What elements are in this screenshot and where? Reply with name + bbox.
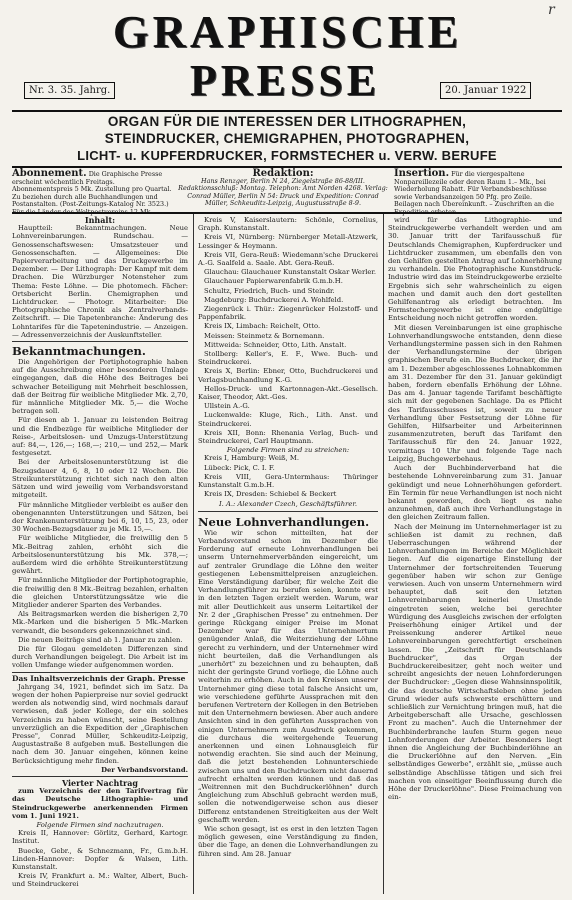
abonnement-box [12,170,172,217]
issue-date: 20. Januar 1922 [440,82,531,99]
strike-note: Folgende Firmen sind zu streichen: [226,446,350,455]
col4-p4: Nach der Meinung im Unternehmerlager ist zu schließen ist damit zu rechnen, daß Ueberraschungen während der Lohnverhandlungen im Bereiche der Möglichkeit liegen. Auf die eigenartige Einstellung der Unternehmer der fortschreitenden Teuerung gegenüber haben wir schon zur Genüge verwiesen. Auch von unserm Unternehmern wird behauptet, daß seit den letzten Lohnvereinbarungen keinerlei Umstände eingetreten seien, welche bei gerechter Würdigung des Ausgleichs zwischen der erfolgten Preiserhöhung einiger Artikel und der Preissenkung anderer Artikel neue Lohnvereinbarungen gerechtfertigt erscheinen lassen. Die „Zeitschrift für Deutschlands Buchdrucker", das Organ der Buchdruckereibesitzer, geht noch weiter und schreibt angesichts der neuen Lohnforderungen der Buchdrucker: „Gegen diese Wahnsinnspolitik, die das deutsche Wirtschaftsleben ohne jeden Grund wieder aufs schwerste erschüttern und schließlich zur Vernichtung bringen muß, hat die Arbeitgeberschaft alle Ursache, geschlossen Front zu machen". Auch die Unternehmer der Buchbinderbranche laufen Sturm gegen neue Lohnforderungen der Arbeiter. Besonders liegt ihnen die Angleichung der Buchbinderlöhne an die Druckerlöhne auf den Nerven. „Ein selbständiges Gewerbe", erzählt sie, „müsse auch selbständige Abschlüsse tätigen und sich frei machen von einseitiger Beeinflussung durch die Höhe der Druckerlöhne". Diese Freimachung von ein- [388,522,562,802]
firm-entry: Kreis X, Berlin: Ebner, Otto, Buchdruckerei und Verlagsbuchhandlung K.-G. [198,367,378,384]
handwritten-mark: r [548,2,555,18]
strike-entry: Kreis IX, Dresden: Schiebel & Beckert [204,490,337,499]
col4-p3: Auch der Buchbinderverband hat die bestehende Lohnvereinbarung zum 31. Januar gekündigt und neue Lohnerhöhungen gefordert. Ein Termin für neue Verhandlungen ist noch nicht bekannt geworden, doch liegt es nahe anzunehmen, daß auch ihre Verhandlungstage in den gleichen Zeitraum fallen. [388,464,562,522]
nachtrag-entry: Buecke, Gebr., & Schnezmann, Fr., G.m.b.H. Linden-Hannover: Dopfer & Walsen, Lith. Kunstanstalt. [12,846,188,872]
lohn-p2: Wie schon gesagt, ist es erst in den letzten Tagen möglich gewesen, eine Verständigung zu finden, über die Tage, an denen die Lohnverhandlungen zu führen sind. Am 28. Januar [198,825,378,858]
firm-entry: Kreis IX, Limbach: Reichelt, Otto. [204,322,321,331]
firm-entry: Luckenwalde: Kluge, Rich., Lith. Anst. und Steindruckerei. [198,411,378,428]
toc-heading: Inhalt: [84,216,116,225]
abonnement-text: Die Graphische Presse erscheint wöchentlich Freitags. Abonnementspreis 5 Mk. Zustellung pro Quartal. Zu beziehen durch alle Buchhandlungen und Postanstalten. (Post-Zeitungs-Katalog Nr. 3523.) [12,170,172,209]
header-rule [12,110,562,112]
firm-entry: Kreis XII, Bonn: Rhenania Verlag, Buch- und Steindruckerei, Carl Hauptmann. [198,428,378,446]
subtitle-line-1: ORGAN FÜR DIE INTERESSEN DER LITHOGRAPHEN, [107,114,467,129]
column-divider-1 [193,214,194,894]
firm-entry: Kreis VII, Gera-Reuß: Wiedemann'sche Druckerei A.-G. Saalfeld a. Saale. Abt. Gera-Reuß. [198,250,378,268]
strike-entry: Kreis I, Hamburg: Weiß, M. [204,454,299,463]
column-divider-2 [383,214,384,894]
column-2 [198,216,378,894]
strike-entry: Lübeck: Pick, C. I. F. [204,463,275,472]
bekannt-p8: Die neuen Beiträge sind ab 1. Januar zu zahlen. [18,635,183,644]
firm-entry: Ullstein A.-G. [204,402,250,411]
inhaltsverzeichnis-text: Jahrgang 34, 1921, befindet sich im Satz. Da wegen der hohen Papierpreise nur soviel gedruckt werden als notwendig sind, wird nochmals darauf verwiesen, daß jeder Kollege, der ein solches Verzeichnis zu haben wünscht, seine Bestellung unverzüglich an die Expedition der „Graphischen Presse", Conrad Müller, Schkeuditz-Leipzig, Augustastraße 8 aufgeben muß. Bestellungen die nach dem 30. Januar eingehen, können keine Berücksichtigung mehr finden. [12,682,188,765]
firm-entry: Magdeburg: Buchdruckerei A. Wohlfeld. [204,295,344,304]
bekannt-p3: Bei der Arbeitslosenunterstützung ist die Bezugsdauer 4, 6, 8, 10 oder 12 Wochen. Die Streikunterstützung richtet sich nach den alten Sätzen und wird jeweilig vom Verbandsvorstand mitgeteilt. [12,458,188,500]
bekanntmachungen-heading: Bekanntmachungen. [12,344,146,359]
bekannt-p4: Für männliche Mitglieder verbleibt es außer den obengenannten Unterstützungen und Sätzen, bei der Krankenunterstützung bei 6, 10, 15, 23, oder 30 Wochen-Bezugsdauer zu je Mk. 15,—. [12,500,188,534]
nachtrag-entry: Kreis II, Hannover: Görlitz, Gerhard, Kartogr. Institut. [12,829,188,846]
nachtrag-entry: Kreis IV, Frankfurt a. M.: Walter, Albert, Buch- und Steindruckerei [12,872,188,889]
redaktion-title: Redaktion: [252,168,314,179]
lohn-p1: Wie wir schon mitteilten, hat der Verbandsvorstand schon im Dezember die Forderung auf erneute Lohnverhandlungen bei unserm Unternehmerverbänden eingereicht, um auf zentraler Grundlage die Löhne den weiter gestiegenen Lebensmittelpreisen anzugleichen. Eine Verständigung darüber, für welche Zeit die Verhandlungsführer zu berufen seien, konnte erst in den letzten Tagen erzielt werden. Warum, war mit aller Deutlichkeit aus unserm Leitartikel der Nr. 2 der „Graphischen Presse" zu entnehmen. Der geringe Rückgang einiger Preise im Monat Dezember war für das Unternehmertum genügender Anlaß, die Weiterziehung der Löhne gerecht zu verhindern, und der Unternehmer wird nicht beurteilen, daß die Verhandlungen als „unerhört" zu bezeichnen und zu behaupten, daß nicht der geringste Grund vorliege, die Löhne auch weiterhin zu erhöhen. Auch in den Kreisen unserer Unternehmer ging diese total falsche Ansicht um, wie verschiedene geführte Aussprachen mit den berufenen Vertretern der Kollegen in den Betrieben mit den Unternehmern bewiesen. Aber auch andere Ansichten sind in den geführten Aussprachen von einigen Unternehmern zum Ausdruck gekommen, die durchaus die weitergehende Teuerung anerkennen und einen Lohnausgleich für notwendig erachten. Sie sind auch der Meinung, daß die jetzt bestehenden Lohnunterschiede zwischen uns und den Buchdruckern nicht dauernd aufrecht erhalten werden können und daß das „Weitrennen mit den Buchdruckerlöhnen" durch Angleichung zum Abschluß gebracht werden muß, sollen die notwendigerweise schon aus dieser Differenz entstandenen Streitigkeiten aus der Welt geschafft werden. [198,528,378,824]
firm-entry: Ziegenrück i. Thür.: Ziegenrücker Holzstoff- und Pappenfabrik. [198,305,378,322]
col4-p2: Mit diesen Vereinbarungen ist eine graphische Lohnverhandlungswoche entstanden, denn diese Verhandlungstermine passen sich in den Rahmen der Verhandlungstermine der übrigen graphischen Berufe ein. Die Buchdrucker, die ihr am 1. Dezember abgeschlossenes Lohnabkommen am 31. Dezember für den 31. Januar gekündigt haben, fordern ebenfalls Erhöhung der Löhne. Das am 4. Januar tagende Tarifamt beschäftigte sich mit der gegebenen Sachlage. Da es Pflicht des Tarifausschusses ist, soweit zu neuer Verhandlung über Festsetzung der Löhne für Gehilfen, Hilfsarbeiter und Arbeiterinnen zusammenzutreten, beruft das Tarifamt den Tarifausschuß für den 24. Januar 1922, vormittags 10 Uhr und folgende Tage nach Leipzig, Buchgewerbehaus. [388,323,562,463]
czech-signature: I. A.: Alexander Czech, Geschäftsführer. [218,499,358,508]
column-1 [12,216,188,894]
firm-entry: Kreis VI, Nürnberg: Nürnberger Metall-Atzwerk, Lessinger & Heymann. [198,233,378,250]
bekannt-p6: Für männliche Mitglieder der Portiphotographie, die freiwillig den 8 Mk.-Beitrag bezahlen, erhalten die gleichen Unterstützungssätze wie die Mitglieder anderer Sparten des Verbandes. [12,576,188,609]
firm-entry: Kreis V, Kaiserslautern: Schönle, Cornelius, Graph. Kunstanstalt. [198,216,378,233]
firm-entry: Stollberg: Keller's, E. F., Wwe. Buch- und Steindruckerei. [198,350,378,367]
masthead-title: GRAPHISCHE [112,6,463,57]
bekannt-p5: Für weibliche Mitglieder, die freiwillig den 5 Mk.-Beitrag zahlen, erhöht sich die Arbeitslosenunterstützung bis Mk. 378,—; außerdem wird die erhöhte Streikunterstützung gewährt. [12,534,188,576]
inhaltsverzeichnis-heading: Das Inhaltsverzeichnis der Graph. Presse [12,673,186,683]
toc-text: Hauptteil: Bekanntmachungen. Neue Lohnvereinbarungen. Rundschau. — Genossenschaftswesen: Umsatzsteuer und Genossenschaften. — Allgemeines: Die Papierverarbeitung und das Druckgewerbe im Dezember. — Der Lithograph: Der Kampf mit dem Drachen. Die Würzburger Notensteher zum Thema: Feste Löhne. — Die photomech. Fächer: Ortsbericht Berlin. Chemigraphen und Lichtdrucker. — Photogr. Mitarbeiter: Die Photographische Chronik als Zentralverbands-Zeitschrift. — Die Tapetenbranche: Änderung des Lohntarifes für die Tapetenindustrie. — Anzeigen. — Adressenverzeichnis der Auskunftsteller. [12,224,188,339]
insertion-text: Für die viergespaltene Nonpareillezeile oder deren Raum 1.– Mk., bei Wiederholung Rabatt. Für Verbandsbeschlüsse sowie Verbandsanzeigen 50 Pfg. pro Zeile. Beilagen nach Übereinkunft. – Zuschriften an die [394,170,554,209]
subtitle-line-2: STEINDRUCKER, CHEMIGRAPHEN, PHOTOGRAPHEN, [104,131,470,146]
insertion-title: Insertion. [394,168,450,179]
subtitle-line-3: LICHT- u. KUPFERDRUCKER, FORMSTECHER u. VERW. BERUFE [77,148,497,163]
bekannt-p1: Die Angehörigen der Portiphotographie haben auf die Ausschreibung einer besonderen Umlage eingegangen, daß die Höhe des Beitrages bei schwacher Beteiligung mit Mehrheit beschlossen, daß der Beitrag für weibliche Mitglieder Mk. 2,70, für männliche Mitglieder Mk. 5,— die Woche betragen soll. [12,358,188,416]
masthead-subtitle-word: PRESSE [189,56,381,105]
abonnement-title: Abonnement. [12,168,87,179]
info-rule [12,212,562,214]
firm-entry: Meissen: Steinmetz & Bornemann. [204,331,325,340]
redaktion-text: Hans Renzger, Berlin N 24, Ziegelstraße 86-88/III. Redaktionsschluß: Montag. Telephon: Amt Norden 4268. Verlag: Conrad Müller, Berlin N 54: Druck und Expedition: Conrad Müller, Schkeuditz-Leipzig, Augustusstraße 8-9. [178,176,388,208]
column-3 [388,216,562,894]
lohnverhandlungen-heading: Neue Lohnverhandlungen. [198,514,370,529]
firm-entry: Mittweida: Schneider, Otto, Lith. Anstalt. [204,340,347,349]
firm-entry: Schultz, Friedrich, Buch- und Steindr. [204,286,335,295]
nachtrag-heading: Vierter Nachtrag [61,778,139,788]
bekannt-p2: Für diesen ab 1. Januar zu leistenden Beitrag und die Endbezüge für weibliche Mitglieder der Reise-, Arbeitslosen- und Umzugs-Unterstützung auf: 84,—, 126,—; 168,—; 210,— und 252,— Mark festgesetzt. [12,416,188,458]
firm-entry: Hellos-Druck- und Kartonnagen-Akt.-Gesellsch. Kaiser, Theodor, Akt.-Ges. [198,384,378,402]
verbandsvorstand-signature: Der Verbandsvorstand. [101,765,188,774]
firm-entry: Glauchauer Papierwarenfabrik G.m.b.H. [204,277,343,286]
nachtrag-note: Folgende Firmen sind nachzutragen. [36,821,164,830]
issue-number: Nr. 3. 35. Jahrg. [24,82,115,99]
redaktion-box [178,170,388,208]
firm-entry: Glauchau: Glauchauer Kunstanstalt Oskar Werler. [204,268,377,277]
bekannt-p7: Als Beitragsmarken werden die bisherigen 2,70 Mk.-Marken und die bisherigen 5 Mk.-Marken verwandt, die besonders gekennzeichnet sind. [12,610,188,635]
insertion-box [394,170,562,217]
bekannt-p9: Die für Glogau gemeldeten Differenzen sind durch Verhandlungen beigelegt. Die Arbeit ist im vollen Umfange wieder aufgenommen worden. [12,644,188,670]
col4-p1: wird für das Lithographie- und Steindruckgewerbe verhandelt werden und am 30. Januar tritt der Tarifausschuß für Deutschlands Chemigraphen, Kupferdrucker und Lichtdrucker zusammen, um ebenfalls den von den Gehilfen gestellten Antrag auf Lohnerhöhung zu verhandeln. Die Photographische Kunstdruck-Industrie wird das im Steindruckgewerbe erzielte Ergebnis sich sehr wahrscheinlich zu eigen machen und damit auch den dort gestellten Gehilfenantrag als erledigt betrachten. Im Formstechergewerbe ist eine endgültige Entscheidung noch nicht getroffen worden. [388,216,562,323]
nachtrag-subhead: zum Verzeichnis der den Tarifvertrag für das Deutsche Lithographie- und Steindruckgewerbe anerkennenden Firmen vom 1. Juni 1921. [12,787,188,820]
strike-entry: Kreis VIII, Gera-Untermhaus: Thüringer Kunstanstalt G.m.b.H. [198,472,378,490]
